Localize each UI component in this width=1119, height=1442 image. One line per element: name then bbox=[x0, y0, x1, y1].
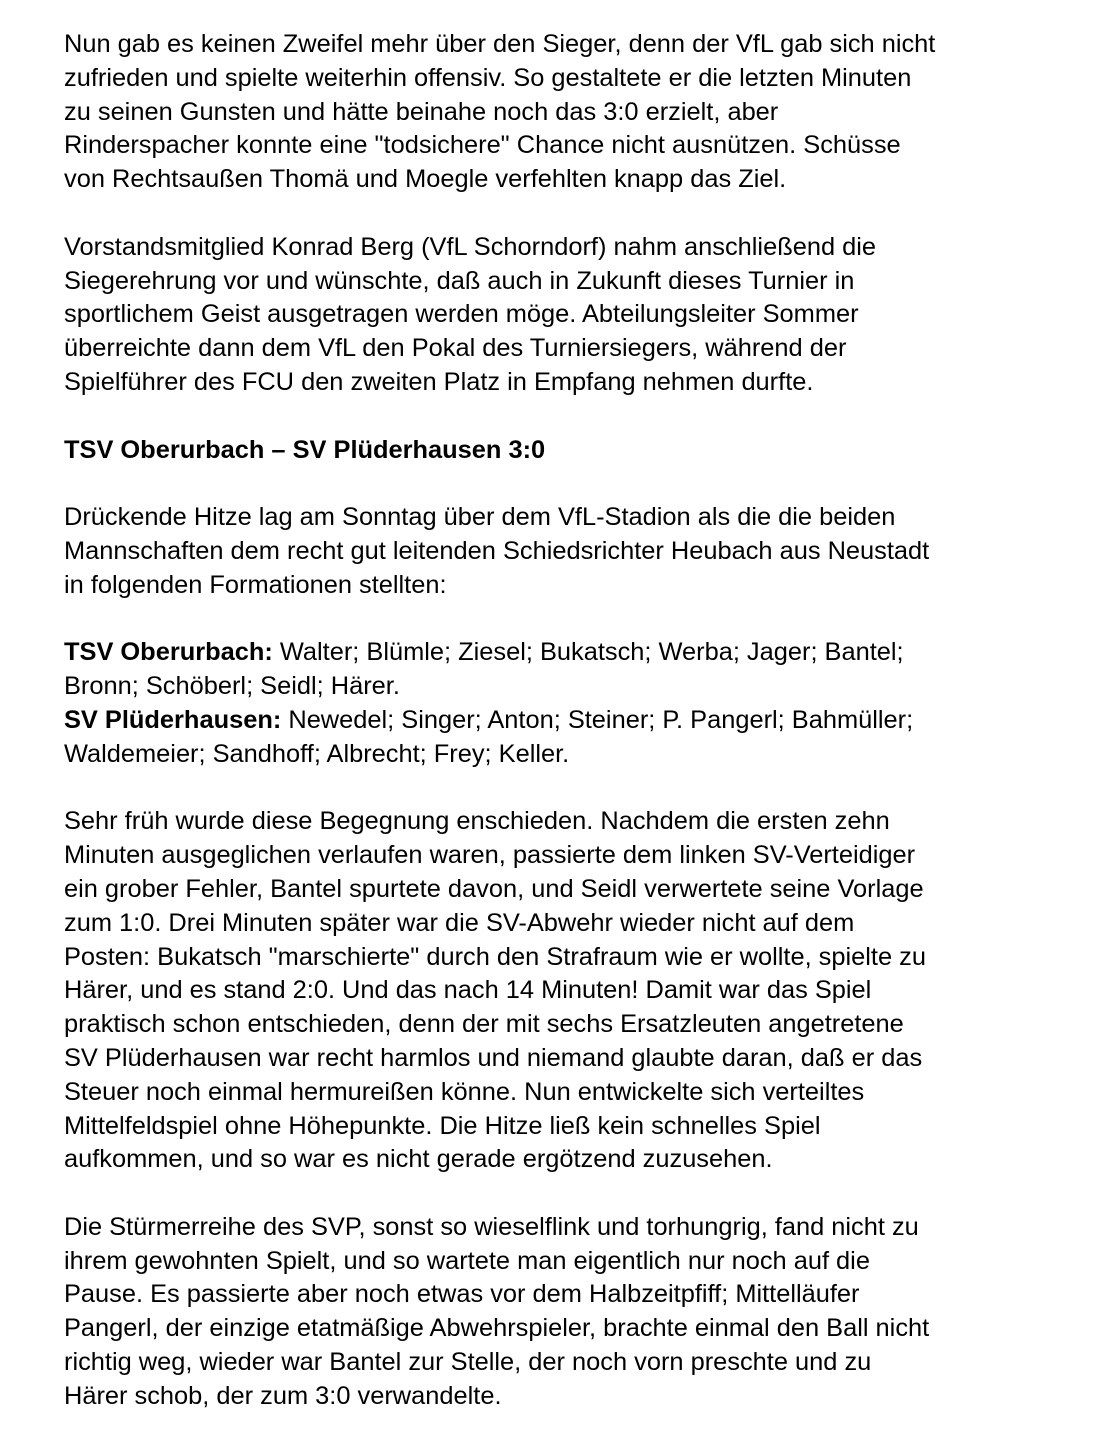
text-line: ein grober Fehler, Bantel spurtete davon, und Seidl verwertete seine Vorlage bbox=[64, 874, 924, 903]
paragraph-match-conclusion bbox=[64, 28, 1094, 197]
text-line: von Rechtsaußen Thomä und Moegle verfehlten knapp das Ziel. bbox=[64, 165, 787, 194]
text-line: SV Plüderhausen war recht harmlos und niemand glaubte daran, daß er das bbox=[64, 1043, 923, 1072]
text-line: Die Stürmerreihe des SVP, sonst so wieselflink und torhungrig, fand nicht zu bbox=[64, 1212, 919, 1241]
paragraph-spacer bbox=[64, 772, 1094, 806]
text-line: Härer schob, der zum 3:0 verwandelte. bbox=[64, 1381, 502, 1410]
lineup-team-2-label: SV Plüderhausen: bbox=[64, 705, 282, 734]
text-line: praktisch schon entschieden, denn der mit sechs Ersatzleuten angetretene bbox=[64, 1010, 904, 1039]
text-line: richtig weg, wieder war Bantel zur Stelle, der noch vorn preschte und zu bbox=[64, 1348, 872, 1377]
text-line: Mittelfeldspiel ohne Höhepunkte. Die Hitze ließ kein schnelles Spiel bbox=[64, 1111, 821, 1140]
lineup-team-2 bbox=[64, 704, 1094, 738]
text-line: Steuer noch einmal hermureißen könne. Nun entwickelte sich verteiltes bbox=[64, 1077, 865, 1106]
match-heading: TSV Oberurbach – SV Plüderhausen 3:0 bbox=[64, 435, 546, 464]
text-line: Minuten ausgeglichen verlaufen waren, passierte dem linken SV-Verteidiger bbox=[64, 841, 916, 870]
text-line: Sehr früh wurde diese Begegnung enschieden. Nachdem die ersten zehn bbox=[64, 807, 890, 836]
text-line: Vorstandsmitglied Konrad Berg (VfL Schorndorf) nahm anschließend die bbox=[64, 232, 877, 261]
text-line: Pause. Es passierte aber noch etwas vor dem Halbzeitpfiff; Mittelläufer bbox=[64, 1280, 860, 1309]
lineup-team-1-label: TSV Oberurbach: bbox=[64, 638, 273, 667]
text-line: Nun gab es keinen Zweifel mehr über den Sieger, denn der VfL gab sich nicht bbox=[64, 30, 936, 58]
text-line: überreichte dann dem VfL den Pokal des Turniersiegers, während der bbox=[64, 334, 847, 363]
paragraph-match-intro bbox=[64, 501, 1094, 602]
text-line: ihrem gewohnten Spielt, und so wartete man eigentlich nur noch auf die bbox=[64, 1246, 870, 1275]
text-line: Pangerl, der einzige etatmäßige Abwehrspieler, brachte einmal den Ball nicht bbox=[64, 1314, 930, 1343]
paragraph-spacer bbox=[64, 1177, 1094, 1211]
text-line: zum 1:0. Drei Minuten später war die SV-Abwehr wieder nicht auf dem bbox=[64, 908, 855, 937]
text-line: Drückende Hitze lag am Sonntag über dem VfL-Stadion als die die beiden bbox=[64, 503, 896, 532]
text-line: Mannschaften dem recht gut leitenden Schiedsrichter Heubach aus Neustadt bbox=[64, 536, 930, 565]
text-line: aufkommen, und so war es nicht gerade ergötzend zuzusehen. bbox=[64, 1145, 773, 1174]
text-line: sportlichem Geist ausgetragen werden möge. Abteilungsleiter Sommer bbox=[64, 300, 859, 329]
text-line: Siegerehrung vor und wünschte, daß auch in Zukunft dieses Turnier in bbox=[64, 266, 855, 295]
text-line: Spielführer des FCU den zweiten Platz in Empfang nehmen durfte. bbox=[64, 367, 814, 396]
lineup-team-2-continued: Waldemeier; Sandhoff; Albrecht; Frey; Keller. bbox=[64, 739, 570, 768]
lineup-team-2-players: Newedel; Singer; Anton; Steiner; P. Pangerl; Bahmüller; bbox=[281, 705, 914, 734]
paragraph-spacer bbox=[64, 400, 1094, 434]
text-line: zu seinen Gunsten und hätte beinahe noch das 3:0 erzielt, aber bbox=[64, 97, 779, 126]
document-page bbox=[64, 28, 1094, 1414]
paragraph-third-goal bbox=[64, 1211, 1094, 1414]
lineup-team-1-players: Walter; Blümle; Ziesel; Bukatsch; Werba; Jager; Bantel; bbox=[272, 638, 904, 667]
paragraph-spacer bbox=[64, 603, 1094, 637]
paragraph-spacer bbox=[64, 467, 1094, 501]
paragraph-first-goals bbox=[64, 805, 1094, 1177]
text-line: Härer, und es stand 2:0. Und das nach 14 Minuten! Damit war das Spiel bbox=[64, 976, 872, 1005]
lineup-team-1-continued: Bronn; Schöberl; Seidl; Härer. bbox=[64, 672, 400, 701]
text-line: in folgenden Formationen stellten: bbox=[64, 570, 447, 599]
lineup-team-1 bbox=[64, 636, 1094, 670]
paragraph-spacer bbox=[64, 197, 1094, 231]
paragraph-award-ceremony bbox=[64, 231, 1094, 400]
lineups bbox=[64, 636, 1094, 771]
text-line: Rinderspacher konnte eine "todsichere" Chance nicht ausnützen. Schüsse bbox=[64, 131, 901, 160]
text-line: zufrieden und spielte weiterhin offensiv. So gestaltete er die letzten Minuten bbox=[64, 63, 912, 92]
text-line: Posten: Bukatsch "marschierte" durch den Strafraum wie er wollte, spielte zu bbox=[64, 942, 926, 971]
